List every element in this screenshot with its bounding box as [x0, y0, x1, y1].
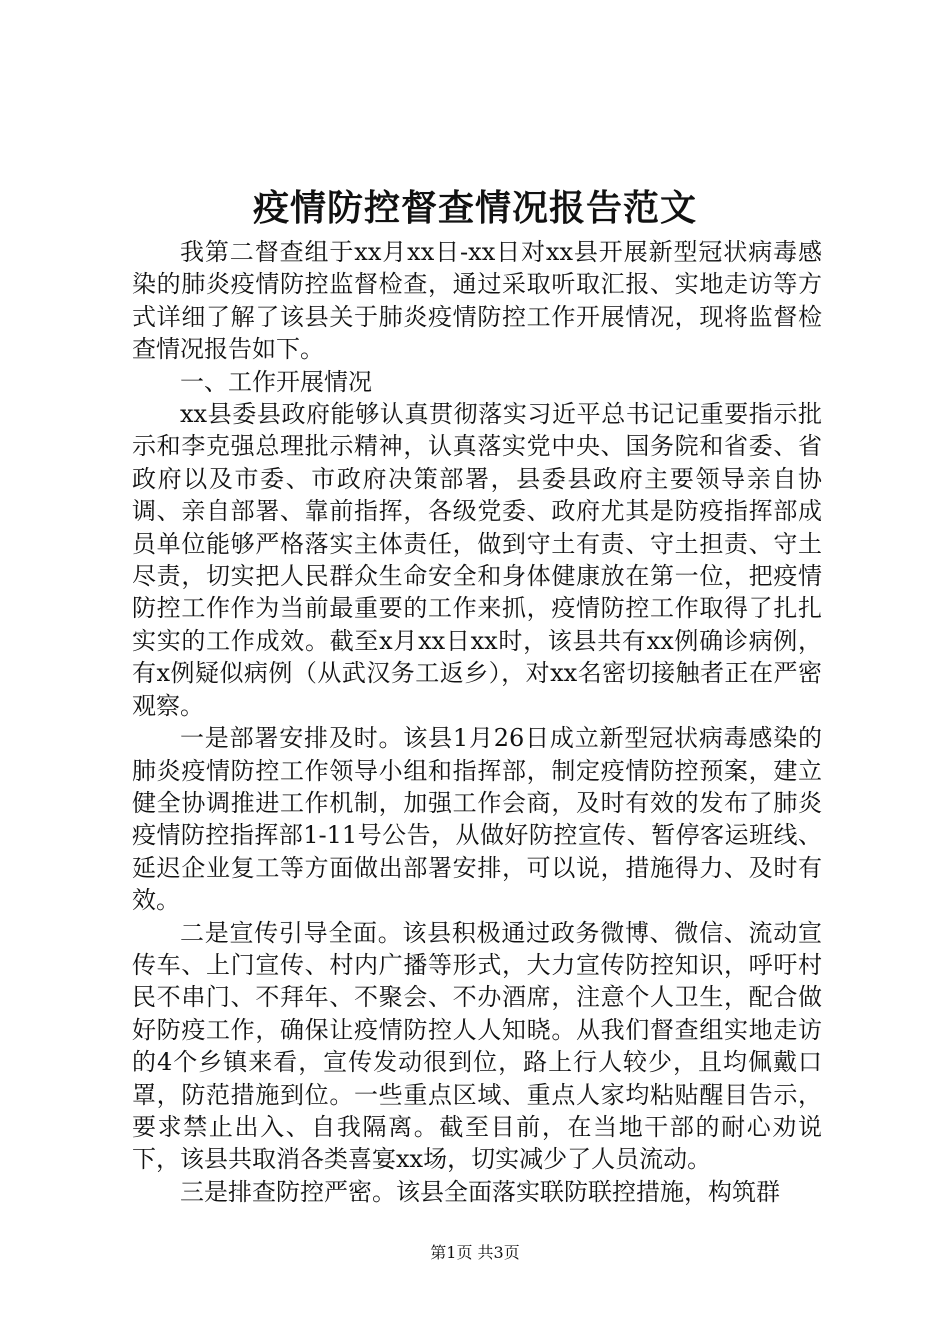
section-heading: 一、工作开展情况: [180, 367, 372, 396]
document-title: 疫情防控督查情况报告范文: [252, 187, 697, 229]
paragraph-point-2: 二是宣传引导全面。该县积极通过政务微博、微信、流动宣传车、上门宣传、村内广播等形式，大力宣传防控知识，呼吁村民不串门、不拜年、不聚会、不办酒席，注意个人卫生，配合做好防疫工作，确保让疫情防控人人知晓。从我们督查组实地走访的4个乡镇来看，宣传发动很到位，路上行人较少，且均佩戴口罩，防范措施到位。一些重点区域、重点人家均粘贴醒目告示，要求禁止出入、自我隔离。截至目前，在当地干部的耐心劝说下，该县共取消各类喜宴xx场，切实减少了人员流动。: [132, 918, 822, 1174]
document-body: [132, 236, 822, 1208]
paragraph-intro: 我第二督查组于xx月xx日-xx日对xx县开展新型冠状病毒感染的肺炎疫情防控监督检查，通过采取听取汇报、实地走访等方式详细了解了该县关于肺炎疫情防控工作开展情况，现将监督检查情况报告如下。: [132, 238, 822, 364]
page-number-footer: 第1页 共3页: [430, 1243, 520, 1262]
paragraph-overview: xx县委县政府能够认真贯彻落实习近平总书记记重要指示批示和李克强总理批示精神，认真落实党中央、国务院和省委、省政府以及市委、市政府决策部署，县委县政府主要领导亲自协调、亲自部署、靠前指挥，各级党委、政府尤其是防疫指挥部成员单位能够严格落实主体责任，做到守土有责、守土担责、守土尽责，切实把人民群众生命安全和身体健康放在第一位，把疫情防控工作作为当前最重要的工作来抓，疫情防控工作取得了扎扎实实的工作成效。截至x月xx日xx时，该县共有xx例确诊病例，有x例疑似病例（从武汉务工返乡），对xx名密切接触者正在严密观察。: [132, 400, 822, 720]
paragraph-point-1: 一是部署安排及时。该县1月26日成立新型冠状病毒感染的肺炎疫情防控工作领导小组和指挥部，制定疫情防控预案，建立健全协调推进工作机制，加强工作会商，及时有效的发布了肺炎疫情防控指挥部1-11号公告，从做好防控宣传、暂停客运班线、延迟企业复工等方面做出部署安排，可以说，措施得力、及时有效。: [132, 724, 822, 915]
paragraph-point-3: 三是排查防控严密。该县全面落实联防联控措施，构筑群: [180, 1177, 780, 1206]
